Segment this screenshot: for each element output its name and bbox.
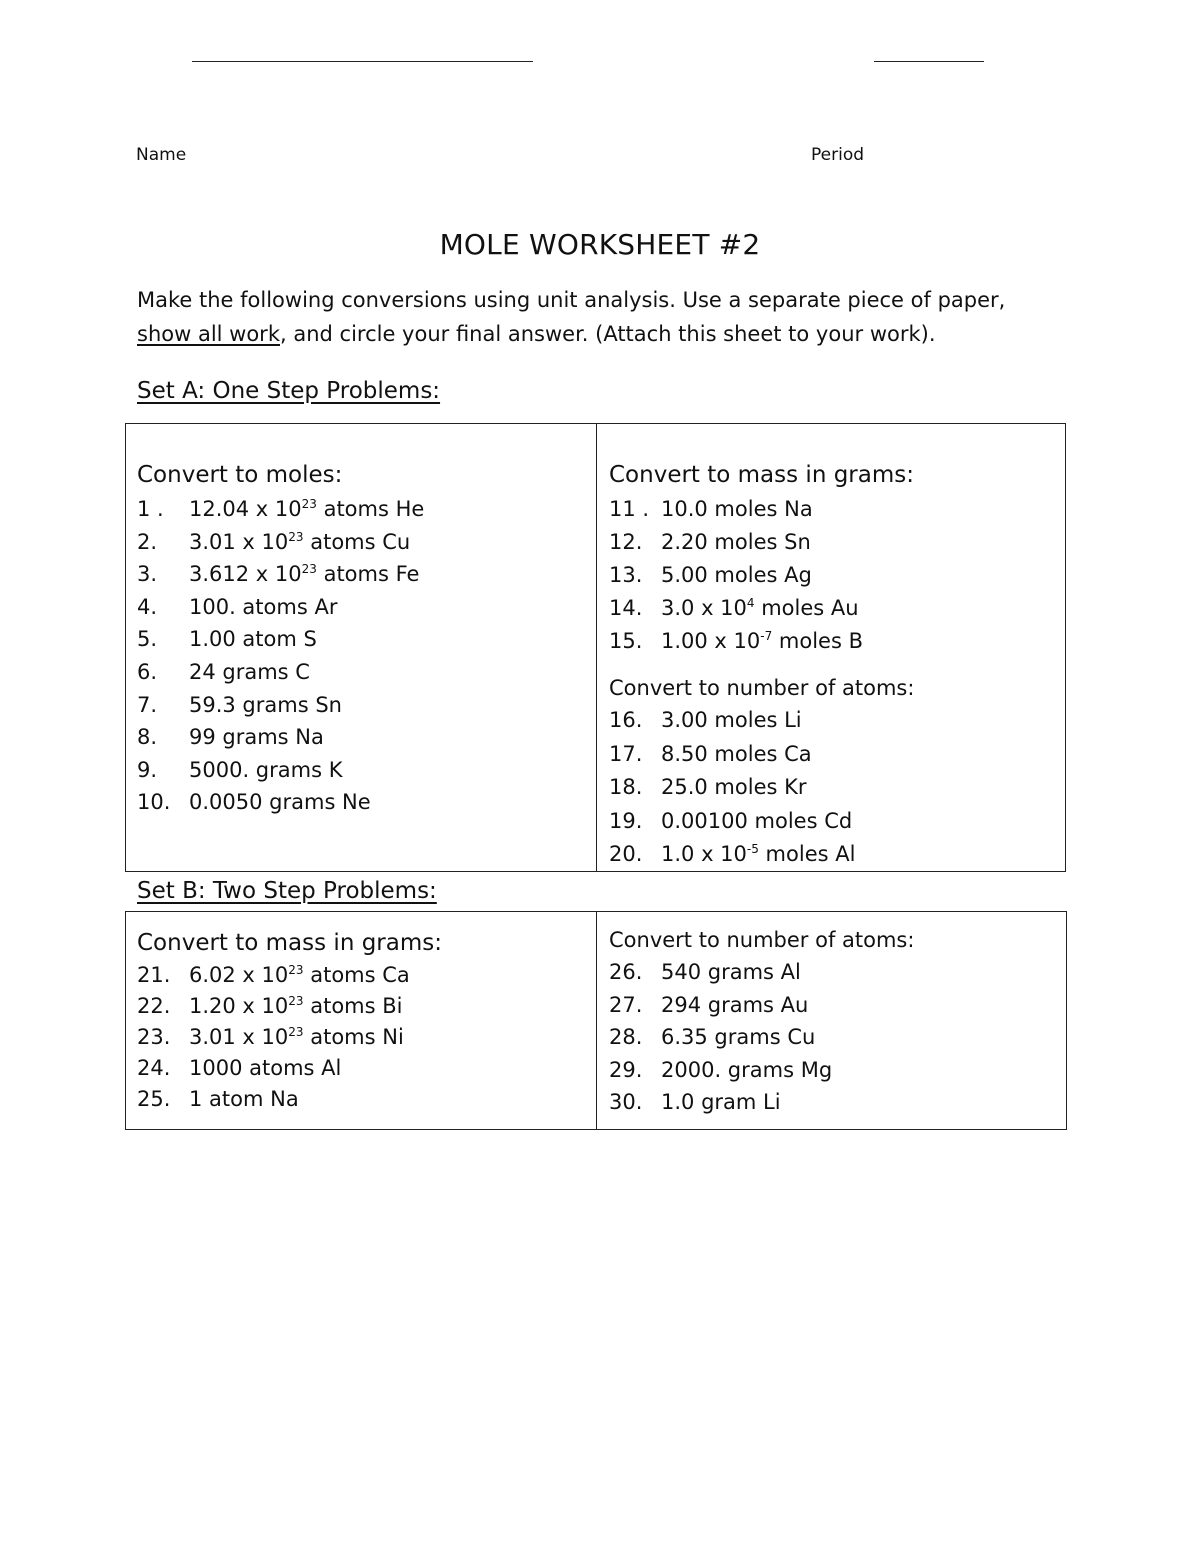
- problem-item: [609, 809, 852, 833]
- problem-item: [609, 629, 863, 653]
- problem-text: 3.01 x 10: [189, 1025, 289, 1049]
- problem-number: 18.: [609, 775, 643, 799]
- problem-unit: atoms Fe: [316, 562, 420, 587]
- set-a-right-header-2: Convert to number of atoms:: [609, 676, 915, 700]
- problem-text: 3.01 x 10: [189, 529, 289, 554]
- problem-number: 28.: [609, 1025, 643, 1049]
- problem-item: [609, 742, 812, 766]
- problem-number: 1 .: [137, 497, 164, 521]
- problem-number: 15.: [609, 629, 643, 653]
- problem-item: [137, 693, 342, 717]
- problem-number: 20.: [609, 842, 643, 866]
- problem-text: 1.00 x 10: [661, 629, 761, 653]
- problem-item: [609, 497, 813, 521]
- problem-text: 24 grams C: [189, 660, 310, 684]
- problem-item: [609, 993, 808, 1017]
- instructions-line-2: [137, 322, 936, 346]
- problem-number: 9.: [137, 757, 158, 782]
- problem-item: [137, 660, 310, 684]
- problem-number: 17.: [609, 741, 643, 766]
- problem-text: 1.0 gram Li: [661, 1090, 781, 1114]
- problem-text: 5.00 moles Ag: [661, 563, 812, 587]
- problem-unit: moles B: [772, 629, 863, 653]
- problem-number: 2.: [137, 529, 158, 554]
- problem-item: [609, 842, 855, 866]
- problem-text: 2.20 moles Sn: [661, 530, 811, 554]
- exponent: -5: [746, 842, 759, 856]
- page-title: MOLE WORKSHEET #2: [439, 228, 761, 261]
- problem-number: 22.: [137, 994, 171, 1018]
- problem-item: [137, 562, 419, 586]
- problem-item: [137, 627, 317, 651]
- problem-number: 30.: [609, 1090, 643, 1114]
- problem-text: 3.612 x 10: [189, 562, 302, 587]
- problem-number: 21.: [137, 963, 171, 987]
- problem-item: [137, 1025, 404, 1049]
- problem-item: [137, 530, 410, 554]
- problem-item: [609, 1058, 832, 1082]
- set-a-left-header: Convert to moles:: [137, 462, 343, 488]
- problem-text: 294 grams Au: [661, 992, 809, 1017]
- problem-unit: atoms He: [316, 497, 425, 521]
- problem-number: 7.: [137, 692, 158, 717]
- set-b-right-header: Convert to number of atoms:: [609, 928, 915, 952]
- set-a-divider: [596, 423, 597, 872]
- problem-text: 1000 atoms Al: [189, 1056, 342, 1080]
- problem-number: 4.: [137, 594, 158, 619]
- name-label: Name: [136, 145, 187, 165]
- problem-unit: atoms Bi: [303, 994, 403, 1018]
- exponent: 23: [288, 963, 304, 977]
- problem-text: 99 grams Na: [189, 725, 324, 750]
- problem-text: 1.20 x 10: [189, 994, 289, 1018]
- problem-item: [137, 994, 403, 1018]
- problem-number: 19.: [609, 808, 643, 833]
- problem-text: 6.35 grams Cu: [661, 1025, 816, 1049]
- problem-item: [609, 596, 859, 620]
- problem-number: 10.: [137, 790, 171, 815]
- problem-text: 25.0 moles Kr: [661, 775, 807, 799]
- problem-number: 23.: [137, 1025, 171, 1049]
- set-a-heading: Set A: One Step Problems:: [137, 378, 441, 404]
- problem-number: 3.: [137, 562, 158, 587]
- problem-number: 8.: [137, 725, 158, 750]
- exponent: 23: [288, 529, 304, 544]
- exponent: 4: [746, 596, 755, 610]
- problem-text: 100. atoms Ar: [189, 594, 338, 619]
- problem-number: 24.: [137, 1056, 171, 1080]
- problem-text: 59.3 grams Sn: [189, 692, 342, 717]
- set-b-heading: Set B: Two Step Problems:: [137, 878, 437, 904]
- set-b-left-header: Convert to mass in grams:: [137, 930, 442, 956]
- problem-text: 1.0 x 10: [661, 842, 747, 866]
- exponent: 23: [301, 497, 317, 511]
- problem-number: 5.: [137, 627, 158, 652]
- problem-number: 14.: [609, 596, 643, 620]
- problem-number: 26.: [609, 960, 643, 984]
- problem-text: 3.0 x 10: [661, 596, 747, 620]
- problem-text: 5000. grams K: [189, 757, 343, 782]
- problem-item: [609, 530, 811, 554]
- problem-item: [609, 563, 812, 587]
- name-blank-line[interactable]: [192, 61, 533, 62]
- problem-item: [137, 758, 342, 782]
- problem-item: [609, 1090, 781, 1114]
- problem-item: [609, 960, 801, 984]
- set-a-right-header: Convert to mass in grams:: [609, 462, 914, 488]
- problem-text: 12.04 x 10: [189, 497, 302, 521]
- instructions-line-1: Make the following conversions using unit analysis. Use a separate piece of paper,: [137, 288, 1006, 312]
- problem-unit: moles Al: [758, 842, 856, 866]
- instructions-line-2-rest: , and circle your final answer. (Attach this sheet to your work).: [279, 322, 936, 346]
- set-b-divider: [596, 911, 597, 1130]
- problem-number: 29.: [609, 1057, 643, 1082]
- problem-number: 25.: [137, 1087, 171, 1111]
- problem-text: 3.00 moles Li: [661, 708, 802, 732]
- problem-unit: atoms Ca: [303, 963, 410, 987]
- problem-item: [137, 595, 337, 619]
- problem-text: 2000. grams Mg: [661, 1057, 833, 1082]
- problem-text: 8.50 moles Ca: [661, 741, 812, 766]
- problem-text: 0.0050 grams Ne: [189, 790, 371, 815]
- problem-item: [609, 1025, 815, 1049]
- exponent: -7: [760, 629, 773, 643]
- problem-text: 540 grams Al: [661, 960, 801, 984]
- problem-text: 6.02 x 10: [189, 963, 289, 987]
- period-label: Period: [811, 145, 865, 165]
- problem-unit: moles Au: [754, 596, 859, 620]
- problem-item: [137, 963, 410, 987]
- problem-number: 27.: [609, 992, 643, 1017]
- problem-text: 0.00100 moles Cd: [661, 808, 853, 833]
- problem-item: [609, 775, 807, 799]
- problem-item: [137, 790, 371, 814]
- exponent: 23: [288, 994, 304, 1008]
- problem-text: 1.00 atom S: [189, 627, 317, 652]
- problem-text: 1 atom Na: [189, 1087, 299, 1111]
- period-blank-line[interactable]: [874, 61, 984, 62]
- problem-number: 13.: [609, 563, 643, 587]
- problem-unit: atoms Cu: [303, 529, 411, 554]
- problem-number: 16.: [609, 708, 643, 732]
- show-all-work-emphasis: show all work: [137, 322, 280, 346]
- exponent: 23: [288, 1025, 304, 1039]
- exponent: 23: [301, 562, 317, 577]
- problem-item: [609, 708, 802, 732]
- problem-number: 11 .: [609, 497, 650, 521]
- problem-item: [137, 1056, 341, 1080]
- problem-item: [137, 1087, 299, 1111]
- problem-item: [137, 497, 424, 521]
- problem-unit: atoms Ni: [303, 1025, 404, 1049]
- problem-item: [137, 725, 324, 749]
- problem-text: 10.0 moles Na: [661, 497, 813, 521]
- problem-number: 12.: [609, 530, 643, 554]
- problem-number: 6.: [137, 660, 158, 684]
